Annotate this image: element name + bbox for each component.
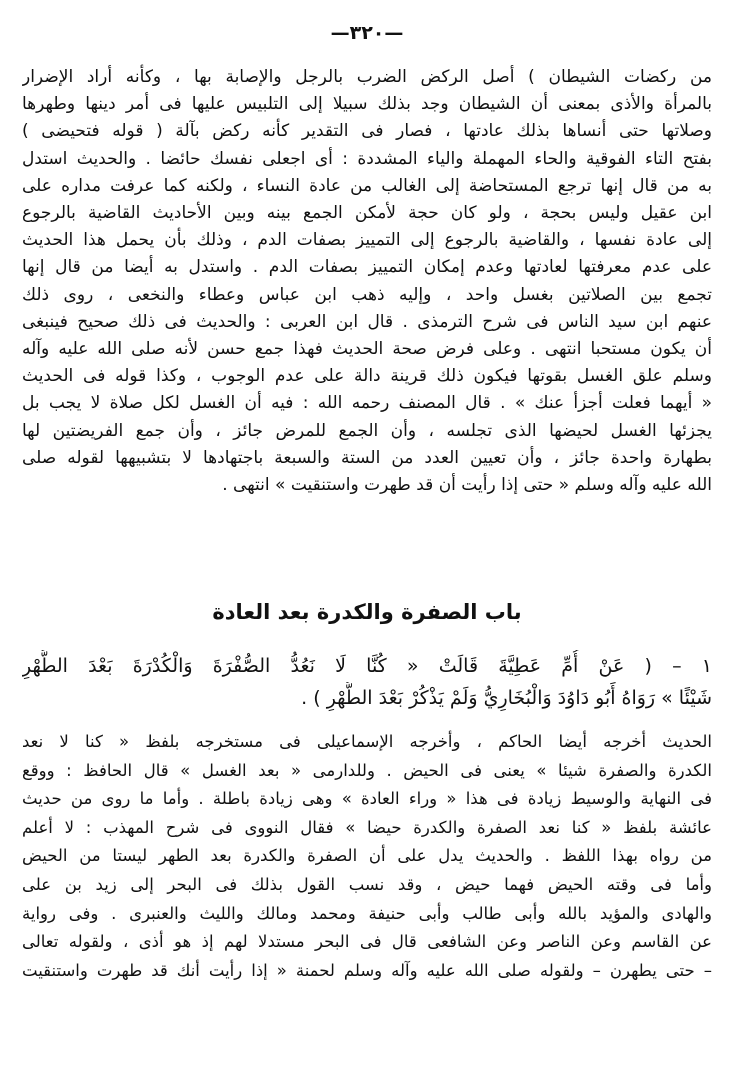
text-line: على عدم معرفتها لعادتها وعدم إمكان التمييز بصفات الدم . واستدل به أيضا من قال إنها — [22, 257, 712, 278]
text-line: بطهارة واحدة جائز ، وأن تعيين العدد من الستة والسبعة باجتهادها لا بتشبيهها لقوله صلى — [22, 447, 712, 468]
text-line: عن القاسم وعن الناصر وعن الشافعى قال فى البحر مستدلا لهم إذ هو أذى ، ولقوله تعالى — [22, 932, 712, 952]
text-line: ابن عقيل وليس بحجة ، ولو كان حجة لأمكن الجمع بينه وبين الأحاديث القاضية بالرجوع — [22, 203, 712, 224]
text-line: الله عليه وآله وسلم « حتى إذا رأيت أن قد طهرت واستنقيت » انتهى . — [222, 475, 712, 496]
text-line: من ركضات الشيطان ) أصل الركض الضرب بالرجل والإصابة بها ، وكأنه أراد الإضرار — [22, 67, 712, 87]
text-line: بالمرأة والأذى بمعنى أن الشيطان وجد بذلك سبيلا إلى التلبيس عليها فى أمر دينها وطهرها — [22, 94, 712, 115]
text-line: فى النهاية والوسيط زيادة فى هذا « وراء العادة » وهى زيادة باطلة . وأما ما روى من حديث — [22, 789, 712, 809]
text-line: وسلم علق الغسل بقوتها فيكون ذلك قرينة دالة على عدم الوجوب ، وكذا قوله فى الحديث — [22, 366, 712, 387]
text-line: إلى عادة نفسها ، والقاضية بالرجوع إلى التمييز بصفات الدم ، وذلك بأن يحمل هذا الحديث — [22, 230, 712, 251]
chapter-title: باب الصفرة والكدرة بعد العادة — [212, 600, 522, 624]
page-number: —٣٢٠— — [330, 22, 404, 44]
text-line: تجمع بين الصلاتين بغسل واحد ، وإليه ذهب ابن عباس وعطاء والنخعى ، روى ذلك — [22, 284, 712, 305]
text-line: الكدرة والصفرة شيئا » يعنى فى الحيض . وللدارمى « بعد الغسل » قال الحافظ : ووقع — [22, 760, 712, 780]
text-line: عائشة بلفظ « كنا نعد الصفرة والكدرة حيضا » فقال النووى فى شرح المهذب : لا أعلم — [22, 817, 712, 837]
text-line: الحديث أخرجه أيضا الحاكم ، وأخرجه الإسماعيلى فى مستخرجه بلفظ « كنا لا نعد — [22, 732, 712, 751]
text-line: « أيهما فعلت أجزأ عنك » . قال المصنف رحمه الله : فيه أن الغسل لكل صلاة لا يجب بل — [22, 393, 712, 414]
text-line: بفتح التاء الفوقية والحاء المهملة والياء المشددة : أى اجعلى نفسك حائضا . والحديث استدل — [22, 148, 712, 169]
text-line: من رواه بهذا اللفظ . والحديث يدل على أن الصفرة والكدرة بعد الطهر ليستا من الحيض — [22, 846, 712, 866]
text-line: أن يكون مستحبا انتهى . وعلى فرض صحة الحديث فهذا جمع حسن لأنه صلى الله عليه وآله — [22, 339, 712, 360]
text-line: – حتى يطهرن – ولقوله صلى الله عليه وآله وسلم لحمنة « إذا رأيت أنك قد طهرت واستنقيت — [22, 960, 712, 980]
text-line: عنهم ابن سيد الناس فى شرح الترمذى . قال ابن العربى : والحديث فى ذلك صحيح فينبغى — [22, 311, 712, 332]
hadith-text — [22, 650, 712, 714]
commentary-paragraph-top — [22, 64, 712, 499]
text-line: وصلاتها حتى أنساها بذلك عادتها ، فصار فى التقدير كأنه ركض بآلة ( قوله فتحيضى ) — [22, 121, 712, 142]
hadith-line: شَيْئًا » رَوَاهُ أَبُو دَاوُدَ وَالْبُخَارِيُّ وَلَمْ يَذْكُرْ بَعْدَ الطُّهْرِ ) . — [301, 687, 712, 709]
text-line: وأما فى وقته الحيض فهما حيض ، وقد نسب القول بذلك فى البحر إلى زيد بن على — [22, 874, 712, 894]
text-line: به من قال إنها ترجع المستحاضة إلى الغالب من عادة النساء ، ولكنه كما عرفت مداره على — [22, 175, 712, 196]
hadith-line: ١ – ( عَنْ أُمِّ عَطِيَّةَ قَالَتْ « كُنَّا لَا نَعُدُّ الصُّفْرَةَ وَالْكُدْرَةَ بَعْدَ الطُّهْرِ — [22, 655, 712, 677]
text-line: يجزئها الغسل لحيضها الذى تجلسه ، وأن الجمع للمرض جائز ، وأن جمع الفريضتين لها — [22, 420, 712, 441]
commentary-paragraph-bottom — [22, 728, 712, 985]
text-line: والهادى والمؤيد بالله وأبى طالب وأبى حنيفة ومحمد ومالك والليث والعنبرى . وفى رواية — [22, 903, 712, 923]
